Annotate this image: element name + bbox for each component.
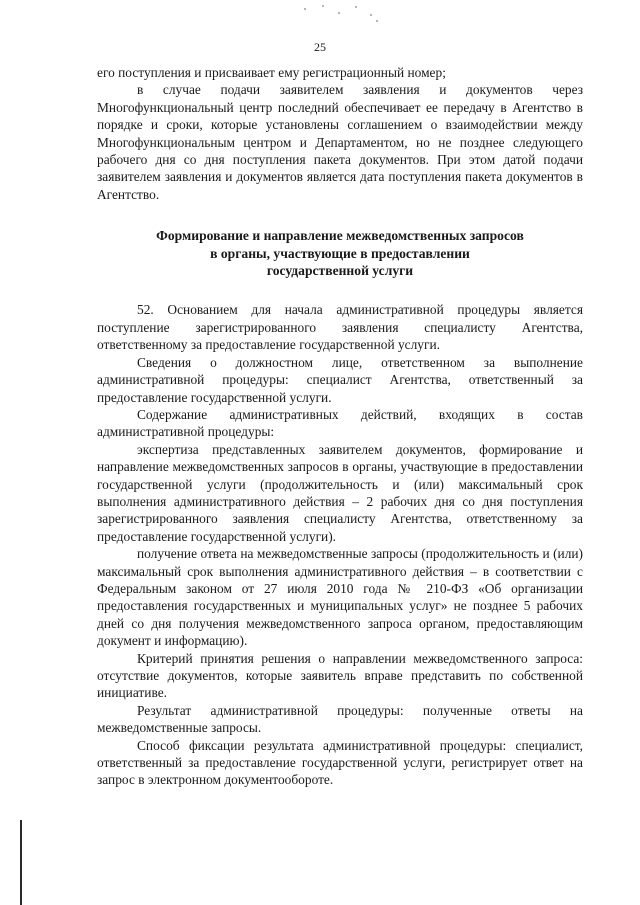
section-heading-line-3: государственной услуги (266, 263, 414, 279)
page-number: 25 (314, 40, 326, 54)
paragraph-52: 52. Основанием для начала административной процедуры является поступление зарегистрированного заявления специалисту Агентства, ответственному за предоставление государственной услуги. (97, 302, 583, 353)
document-body (97, 64, 583, 789)
scan-edge-mark (20, 820, 22, 905)
paragraph-responsible-official: Сведения о должностном лице, ответственном за выполнение административной процедуры: специалист Агентства, ответственный за предоставление государственной услуги. (97, 354, 583, 405)
paragraph-mfc-submission: в случае подачи заявителем заявления и документов через Многофункциональный центр последний обеспечивает ее передачу в Агентство в порядке и сроки, которые установлены соглашением о взаимодействии между Многофункциональным центром и Департаментом, но не позднее следующего рабочего дня со дня поступления пакета документов. При этом датой подачи заявителем заявления и документов является дата поступления пакета документов в Агентство. (97, 82, 583, 202)
section-heading (97, 227, 583, 279)
paragraph-recording-method: Способ фиксации результата административной процедуры: специалист, ответственный за предоставление государственной услуги, регистрирует ответ на запрос в электронном документообороте. (97, 737, 583, 788)
paragraph-decision-criterion: Критерий принятия решения о направлении межведомственного запроса: отсутствие документов, которые заявитель вправе представить по собственной инициативе. (97, 650, 583, 701)
paragraph-action-expertise: экспертиза представленных заявителем документов, формирование и направление межведомственных запросов в органы, участвующие в предоставлении государственной услуги (продолжительность и (или) максимальный срок выполнения административного действия – 2 рабочих дня со дня поступления зарегистрированного заявления специалисту Агентства, ответственному за предоставление государственной услуги). (97, 441, 583, 544)
paragraph-actions-intro: Содержание административных действий, входящих в состав административной процедуры: (97, 406, 583, 440)
section-heading-line-2: в органы, участвующие в предоставлении (210, 245, 470, 261)
paragraph-result: Результат административной процедуры: полученные ответы на межведомственные запросы. (97, 702, 583, 736)
paragraph-continuation: его поступления и присваивает ему регистрационный номер; (97, 65, 446, 80)
section-heading-line-1: Формирование и направление межведомственных запросов (156, 228, 524, 244)
scan-artifact (300, 2, 380, 26)
paragraph-action-response: получение ответа на межведомственные запросы (продолжительность и (или) максимальный срок выполнения административного действия – в соответствии с Федеральным законом от 27 июля 2010 года № 210-ФЗ «Об организации предоставления государственных и муниципальных услуг» не позднее 5 рабочих дней со дня получения межведомственного запроса органом, предоставляющим документ и информацию). (97, 546, 583, 649)
